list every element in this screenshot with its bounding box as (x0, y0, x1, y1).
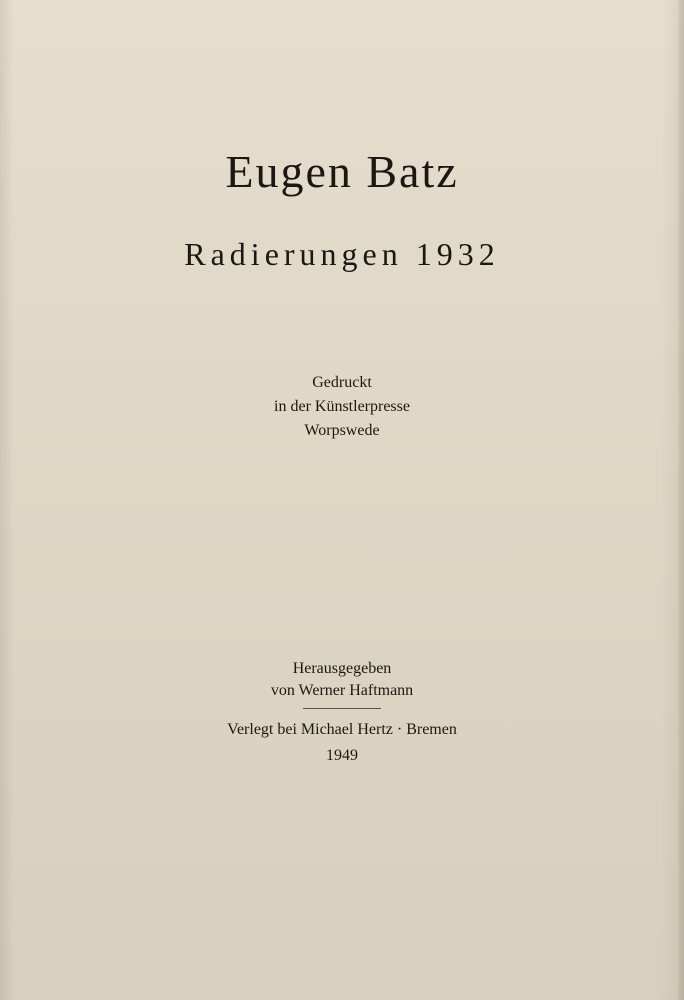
printing-line-1: Gedruckt (312, 374, 372, 391)
page-title: Eugen Batz (225, 146, 459, 197)
printing-line-3: Worpswede (304, 422, 380, 439)
editor-line-1: Herausgegeben (292, 660, 392, 677)
publication-divider (303, 708, 381, 709)
publication-year: 1949 (326, 747, 358, 764)
page-subtitle: Radierungen 1932 (184, 236, 500, 272)
printing-block (0, 371, 684, 443)
publisher-line: Verlegt bei Michael Hertz · Bremen (227, 721, 457, 738)
printing-line-2: in der Künstlerpresse (274, 398, 410, 415)
editor-line-2: von Werner Haftmann (270, 682, 414, 699)
publication-block (0, 658, 684, 767)
